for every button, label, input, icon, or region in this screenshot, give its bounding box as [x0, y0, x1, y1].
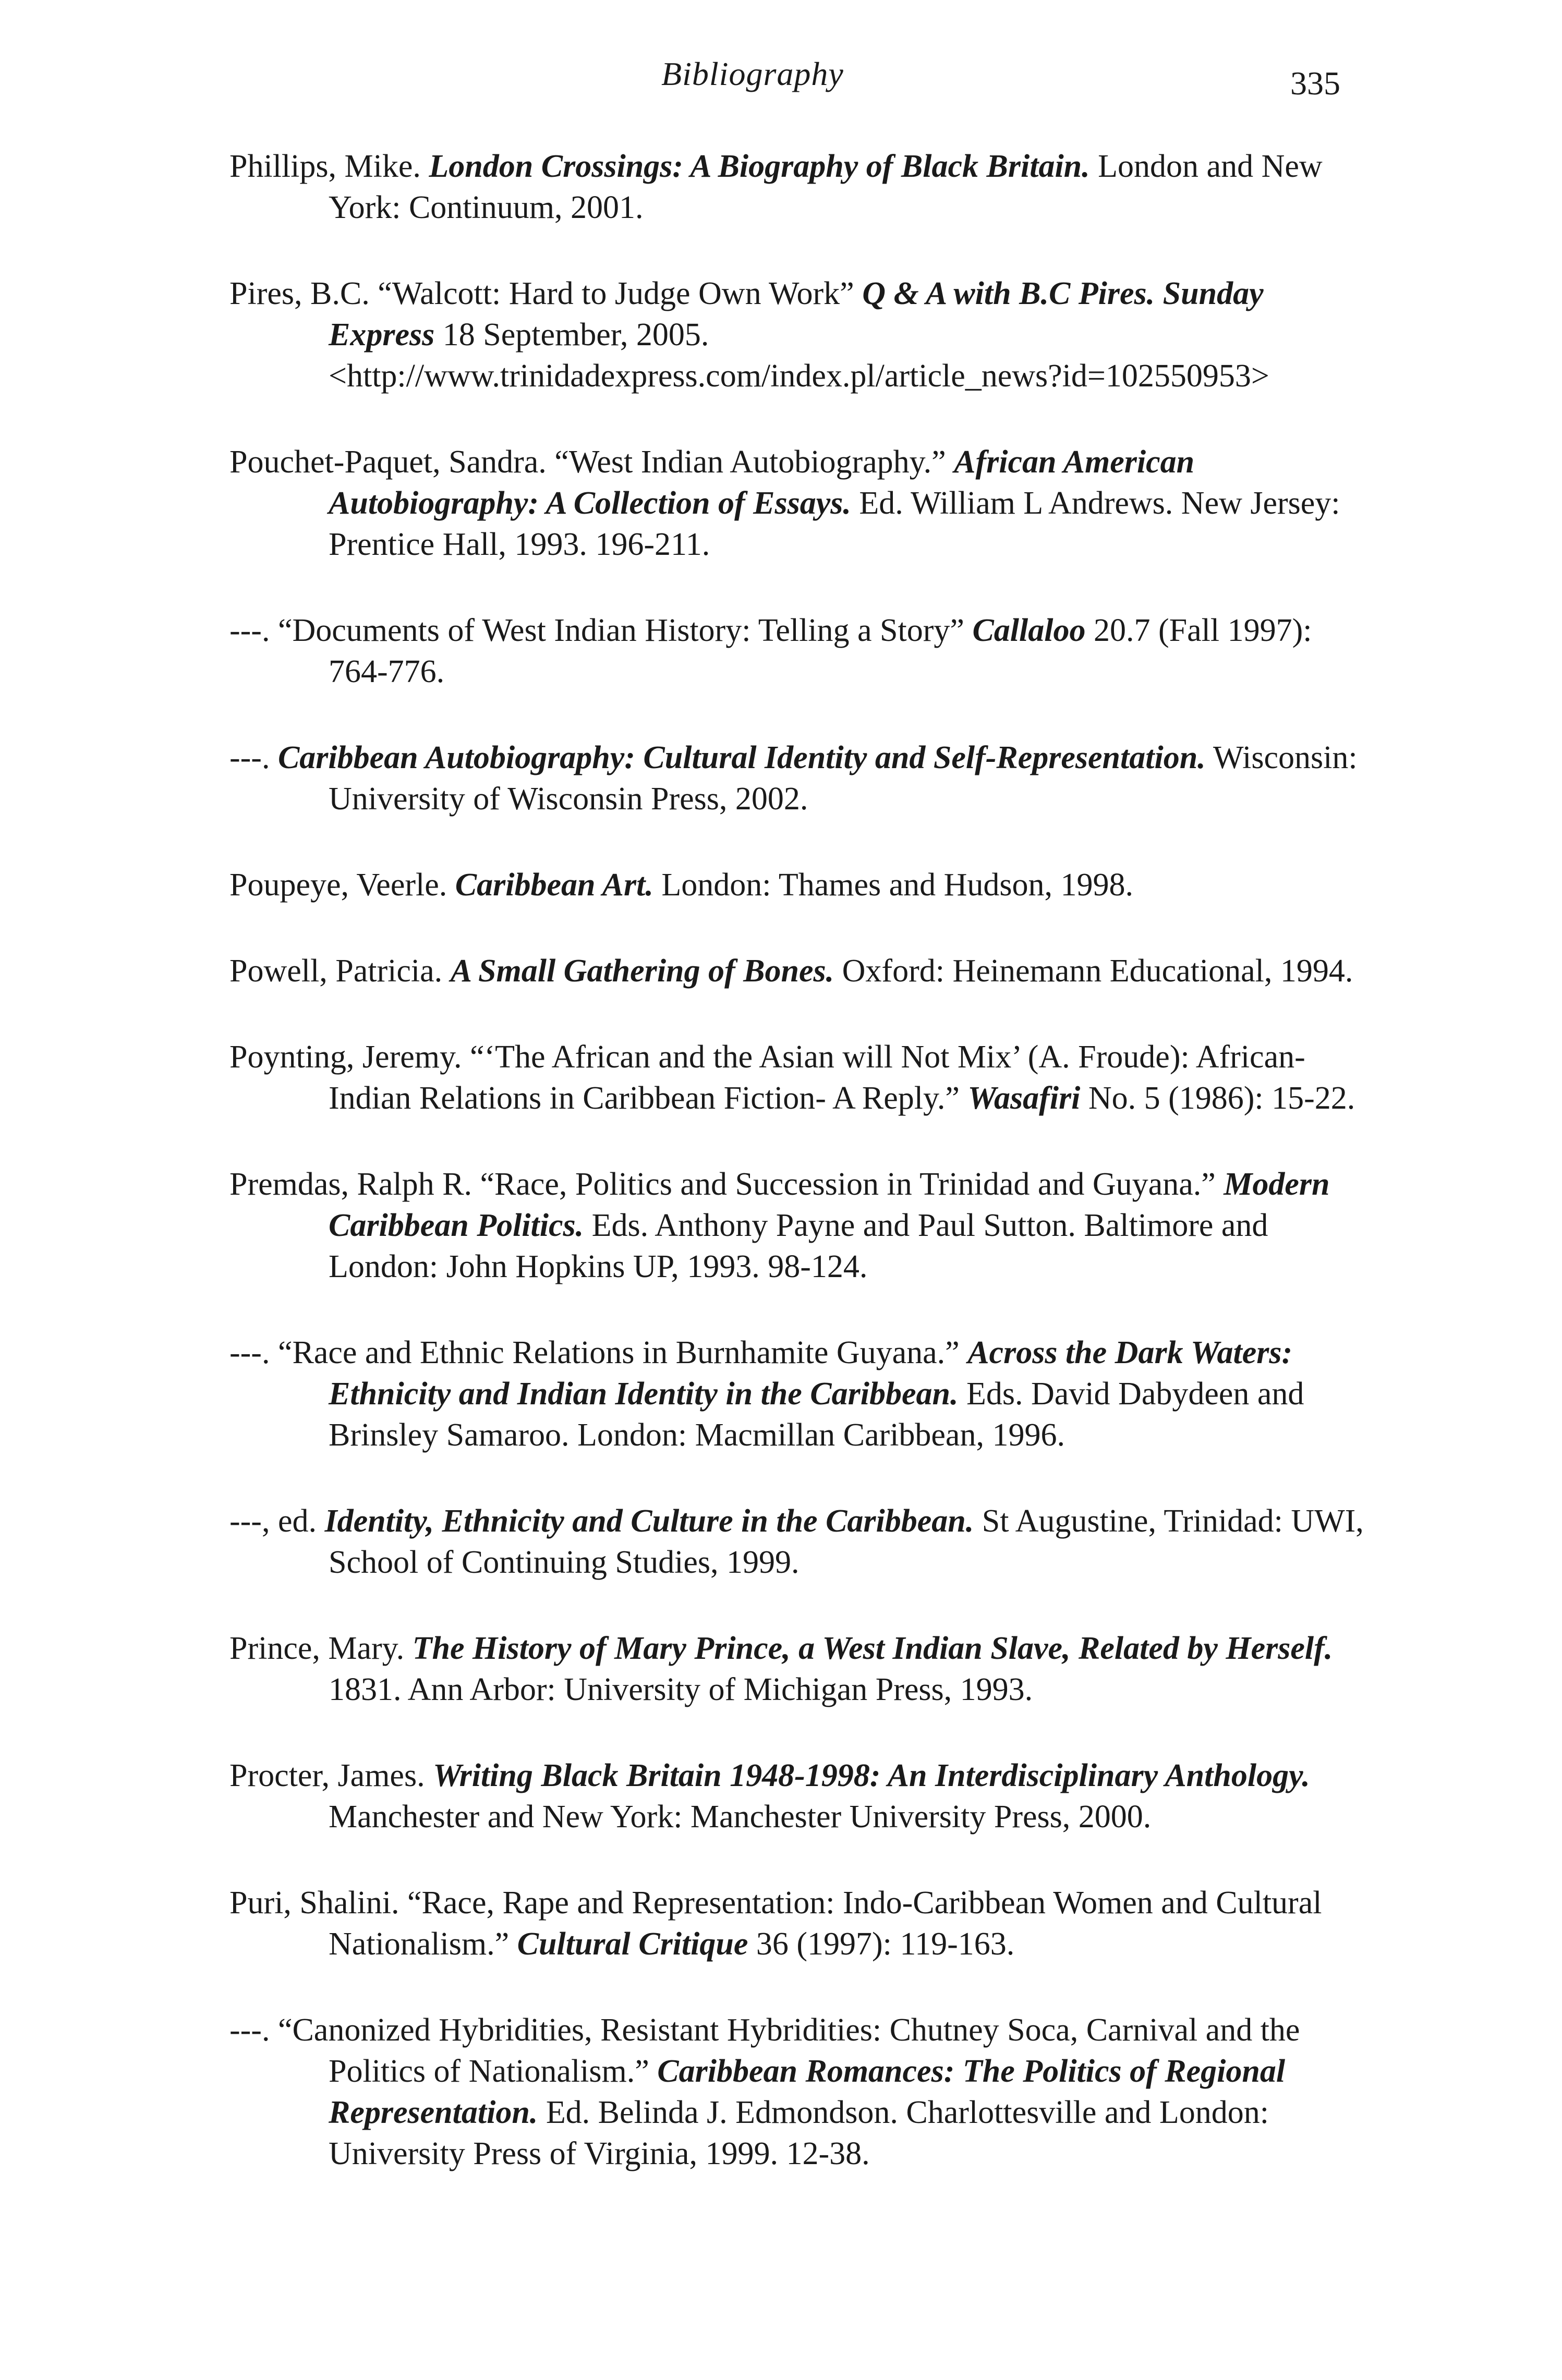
entry-title: Caribbean Autobiography: Cultural Identity and Self-Representation.: [277, 740, 1206, 775]
entry-text: Phillips, Mike.: [229, 149, 429, 184]
entry-text: 36 (1997): 119-163.: [748, 1926, 1015, 1962]
entry-text: ---. “Race and Ethnic Relations in Burnhamite Guyana.”: [229, 1335, 968, 1370]
entry-text: Eds. David Dabydeen and Brinsley Samaroo. London: Macmillan Caribbean, 1996.: [329, 1376, 1304, 1453]
entry-text: 1831. Ann Arbor: University of Michigan Press, 1993.: [329, 1672, 1033, 1707]
entry-text: Pouchet-Paquet, Sandra. “West Indian Autobiography.”: [229, 444, 954, 480]
entry-text: St Augustine, Trinidad: UWI, School of Continuing Studies, 1999.: [329, 1503, 1364, 1580]
entry-text: No. 5 (1986): 15-22.: [1080, 1080, 1355, 1116]
entry-text: 20.7 (Fall 1997): 764-776.: [329, 613, 1312, 689]
entry-title: African American Autobiography: A Collection of Essays.: [329, 444, 1195, 521]
entry-title: Caribbean Art.: [455, 867, 653, 903]
entry-text: Puri, Shalini. “Race, Rape and Representation: Indo-Caribbean Women and Cultural Nationalism.”: [229, 1885, 1322, 1962]
bibliography-entry: [229, 610, 1366, 693]
entry-text: London: Thames and Hudson, 1998.: [653, 867, 1134, 903]
bibliography-entry: [229, 737, 1366, 820]
entry-text: Ed. William L Andrews. New Jersey: Prentice Hall, 1993. 196-211.: [329, 485, 1340, 562]
entry-text: Poynting, Jeremy. “‘The African and the Asian will Not Mix’ (A. Froude): African-Indian Relations in Caribbean Fiction- A Reply.”: [229, 1039, 1305, 1116]
bibliography-entry: [229, 442, 1366, 565]
entry-text: Premdas, Ralph R. “Race, Politics and Succession in Trinidad and Guyana.”: [229, 1167, 1224, 1202]
entry-text: ---.: [229, 740, 278, 775]
entry-title: Q & A with B.C Pires. Sunday Express: [329, 276, 1264, 353]
bibliography-entry: [229, 273, 1366, 397]
bibliography-entry: [229, 1164, 1366, 1288]
entry-text: Eds. Anthony Payne and Paul Sutton. Baltimore and London: John Hopkins UP, 1993. 98-124.: [329, 1208, 1268, 1284]
entry-text: ---. “Documents of West Indian History: Telling a Story”: [229, 613, 973, 648]
entry-text: 18 September, 2005. <http://www.trinidadexpress.com/index.pl/article_news?id=102550953>: [329, 317, 1269, 394]
entry-title: Cultural Critique: [517, 1926, 748, 1962]
entry-title: Wasafiri: [967, 1080, 1081, 1116]
bibliography-entry: [229, 1628, 1366, 1710]
entry-title: Callaloo: [972, 613, 1086, 648]
entry-text: ---, ed.: [229, 1503, 325, 1539]
entry-text: Poupeye, Veerle.: [229, 867, 455, 903]
entry-text: Manchester and New York: Manchester University Press, 2000.: [329, 1799, 1152, 1835]
entry-text: London and New York: Continuum, 2001.: [329, 149, 1323, 225]
entry-title: Across the Dark Waters: Ethnicity and Indian Identity in the Caribbean.: [329, 1335, 1293, 1412]
bibliography-entry: [229, 951, 1366, 992]
bibliography-entry: [229, 1037, 1366, 1119]
entry-text: Procter, James.: [229, 1758, 433, 1793]
entry-text: Oxford: Heinemann Educational, 1994.: [834, 953, 1353, 989]
bibliography-entry: [229, 1501, 1366, 1583]
bibliography-entry: [229, 2010, 1366, 2175]
entry-title: London Crossings: A Biography of Black Britain.: [429, 149, 1090, 184]
entry-title: Identity, Ethnicity and Culture in the Caribbean.: [324, 1503, 974, 1539]
entry-title: Writing Black Britain 1948-1998: An Interdisciplinary Anthology.: [433, 1758, 1310, 1793]
entry-text: Ed. Belinda J. Edmondson. Charlottesville and London: University Press of Virginia, 1999. 12-38.: [329, 2095, 1269, 2171]
bibliography-entry: [229, 1883, 1366, 1965]
bibliography-entry: [229, 1332, 1366, 1456]
page-number: 335: [1290, 65, 1340, 102]
entry-title: The History of Mary Prince, a West Indian Slave, Related by Herself.: [412, 1631, 1333, 1666]
entry-title: Modern Caribbean Politics.: [329, 1167, 1330, 1243]
entry-title: Caribbean Romances: The Politics of Regional Representation.: [329, 2054, 1286, 2130]
bibliography-entry: [229, 146, 1366, 228]
entry-title: A Small Gathering of Bones.: [450, 953, 834, 989]
bibliography-entry: [229, 1755, 1366, 1838]
entry-text: Prince, Mary.: [229, 1631, 413, 1666]
page-header: [0, 55, 1562, 102]
entry-text: Pires, B.C. “Walcott: Hard to Judge Own Work”: [229, 276, 863, 311]
entry-text: ---. “Canonized Hybridities, Resistant Hybridities: Chutney Soca, Carnival and the Politics of Nationalism.”: [229, 2012, 1300, 2089]
entry-text: Powell, Patricia.: [229, 953, 451, 989]
bibliography-entry: [229, 865, 1366, 906]
bibliography-list: [229, 146, 1366, 2175]
running-head: Bibliography: [661, 55, 844, 92]
entry-text: Wisconsin: University of Wisconsin Press, 2002.: [329, 740, 1358, 817]
